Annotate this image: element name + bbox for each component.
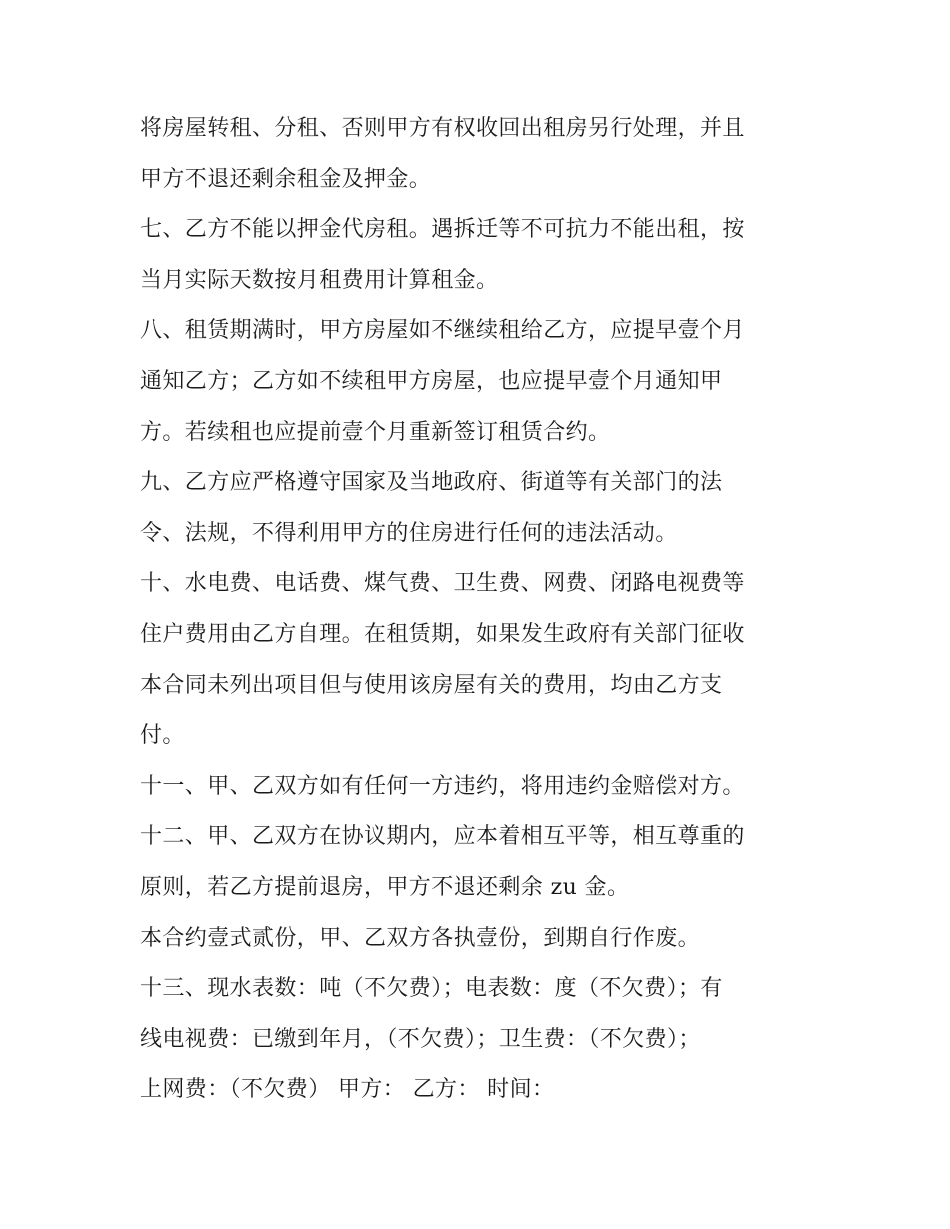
text-line: 线电视费：已缴到年月，（不欠费）；卫生费：（不欠费）； [140, 1026, 701, 1052]
text-line: 本合同未列出项目但与使用该房屋有关的费用，均由乙方支 [140, 672, 723, 698]
text-line: 付。 [140, 723, 185, 749]
clause-12: 十二、甲、乙双方在协议期内，应本着相互平等，相互尊重的 [140, 824, 745, 850]
clause-11: 十一、甲、乙双方如有任何一方违约，将用违约金赔偿对方。 [140, 773, 745, 799]
text-line: 通知乙方；乙方如不续租甲方房屋，也应提早壹个月通知甲 [140, 368, 723, 394]
clause-9: 九、乙方应严格遵守国家及当地政府、街道等有关部门的法 [140, 470, 723, 496]
text-line: 当月实际天数按月租费用计算租金。 [140, 267, 499, 293]
signature-line: 上网费：（不欠费） 甲方： 乙方： 时间： [140, 1077, 555, 1103]
document-body [140, 104, 820, 1116]
clause-10: 十、水电费、电话费、煤气费、卫生费、网费、闭路电视费等 [140, 571, 745, 597]
clause-13: 十三、现水表数：吨（不欠费）；电表数：度（不欠费）；有 [140, 976, 723, 1002]
text-line: 将房屋转租、分租、否则甲方有权收回出租房另行处理，并且 [140, 116, 745, 141]
contract-copies-note: 本合约壹式贰份，甲、乙双方各执壹份，到期自行作废。 [140, 925, 701, 951]
text-line: 令、法规，不得利用甲方的住房进行任何的违法活动。 [140, 520, 678, 546]
clause-7: 七、乙方不能以押金代房租。遇拆迁等不可抗力不能出租，按 [140, 217, 745, 243]
text-line: 住户费用由乙方自理。在租赁期，如果发生政府有关部门征收 [140, 621, 745, 647]
clause-8: 八、租赁期满时，甲方房屋如不继续租给乙方，应提早壹个月 [140, 318, 745, 344]
text-line: 原则，若乙方提前退房，甲方不退还剩余 zu 金。 [140, 874, 630, 900]
text-line: 方。若续租也应提前壹个月重新签订租赁合约。 [140, 419, 611, 445]
text-line: 甲方不退还剩余租金及押金。 [140, 166, 432, 192]
